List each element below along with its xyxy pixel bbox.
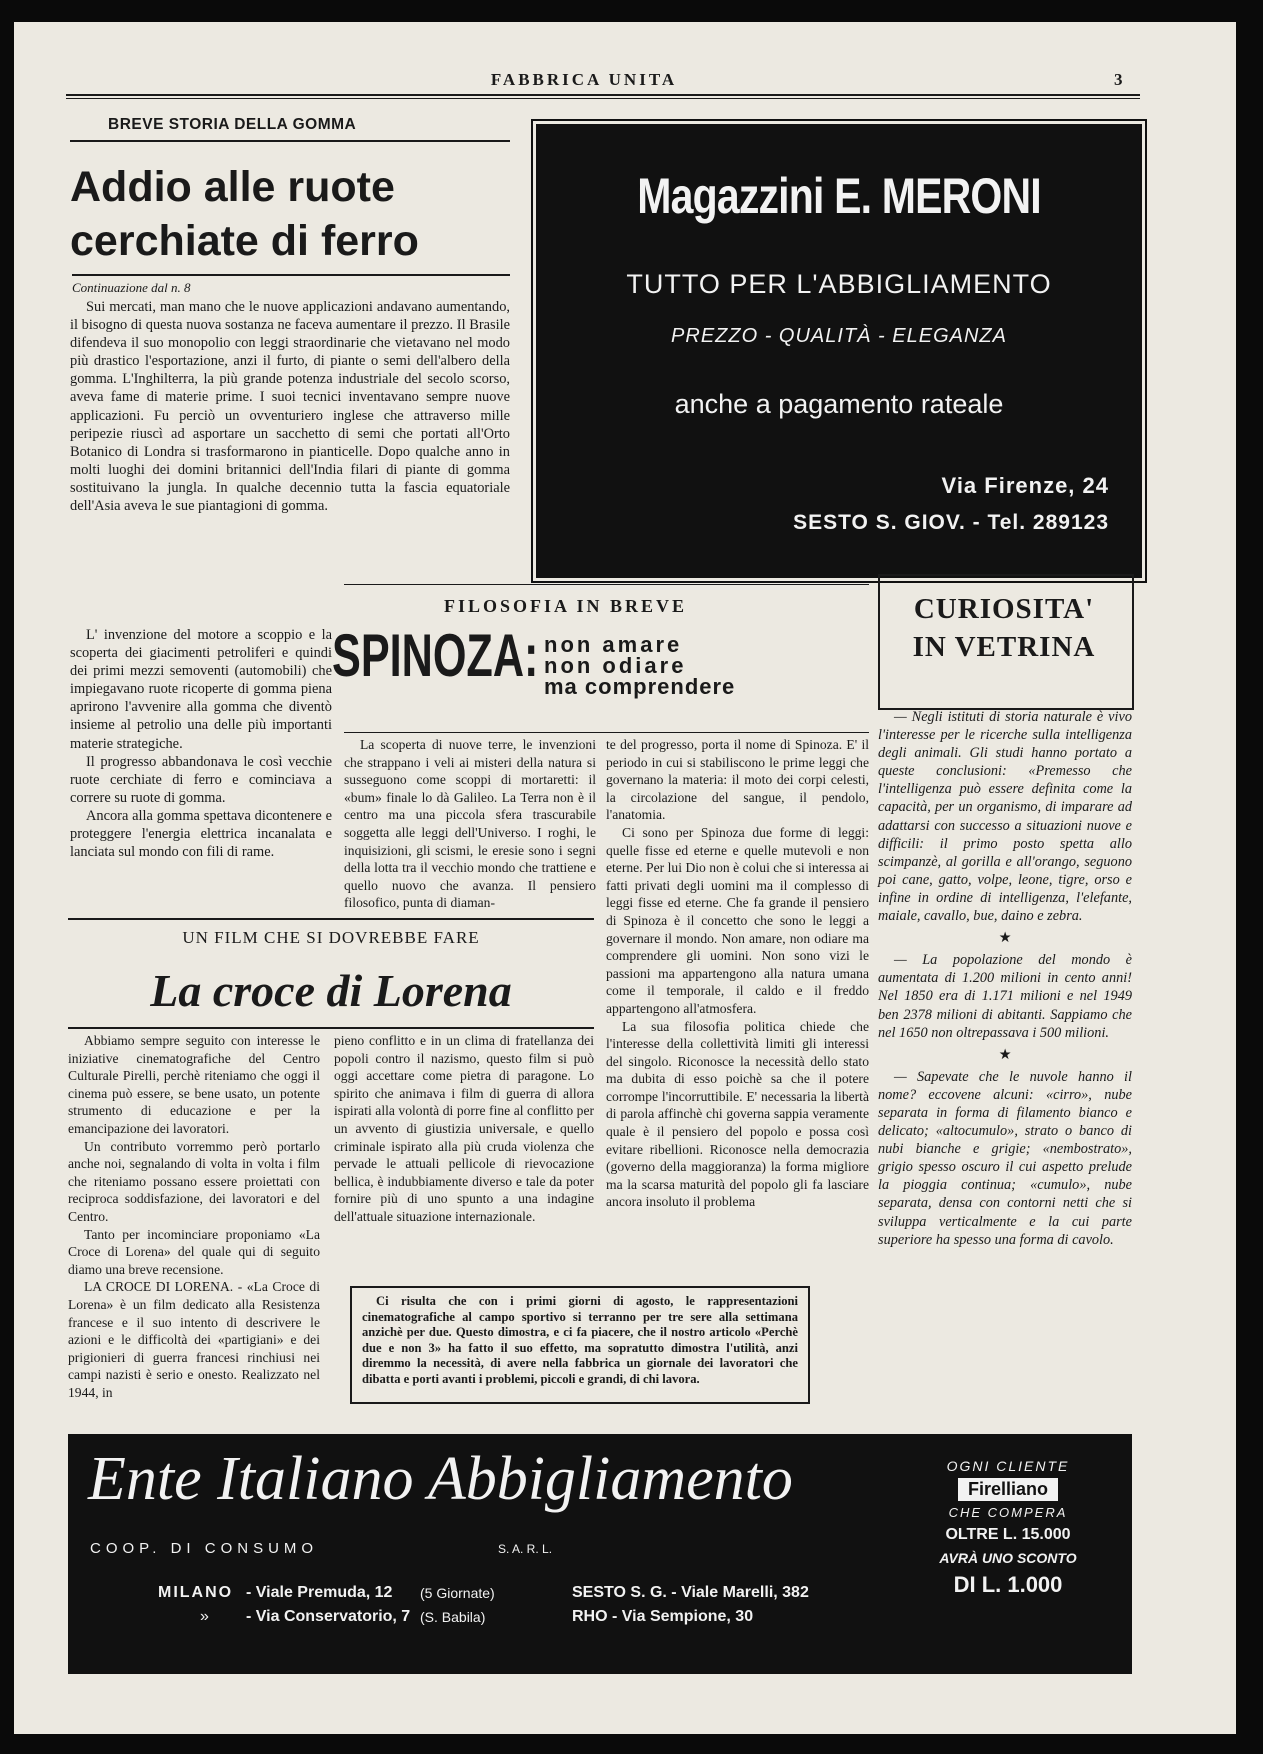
- ente-ad-milano-city: MILANO: [158, 1584, 234, 1601]
- gomma-title-line2: cerchiate di ferro: [70, 217, 419, 265]
- film-title-rule: [68, 1027, 594, 1029]
- ente-ad-sesto: SESTO S. G. - Viale Marelli, 382: [572, 1584, 809, 1601]
- film-paragraph: LA CROCE DI LORENA. - «La Croce di Lorena» è un film dedicato alla Resistenza francese e il suo intento di descrivere le azioni e le difficoltà dei «partigiani» e dei prigionieri di guerra francesi rinchiusi nei campi nazisti è serio e onesto. Realizzato nel 1944, in: [68, 1279, 320, 1400]
- gomma-kicker-rule: [70, 140, 510, 142]
- notice-text: Ci risulta che con i primi giorni di agosto, le rappresentazioni cinematografiche al campo sportivo si terranno per tre sere alla settimana anzichè per due. Questo dimostra, e ci fa piacere, che il nostro articolo «Perchè due e non 3» ha fatto il suo effetto, ma sopratutto dimostra l'utilità, anzi diremmo la necessità, di avere nella fabbrica un giornale dei lavoratori che dibatta e porti avanti i problemi, piccoli e grandi, di chi lavora.: [362, 1294, 798, 1386]
- spinoza-name-text: SPINOZA:: [332, 622, 539, 689]
- masthead: FABBRICA UNITA: [490, 70, 678, 89]
- spinoza-motto: [544, 634, 735, 697]
- meroni-ad: [536, 124, 1142, 578]
- meroni-ad-tagline: TUTTO PER L'ABBIGLIAMENTO: [626, 269, 1052, 299]
- ente-ad-milano-2-mark: »: [200, 1608, 209, 1625]
- meroni-ad-name: [539, 167, 1139, 225]
- gomma-continuation: Continuazione dal n. 8: [72, 280, 191, 295]
- meroni-ad-payment: anche a pagamento rateale: [674, 389, 1004, 419]
- spinoza-paragraph: te del progresso, porta il nome di Spinoza. E' il periodo in cui si stabiliscono le prime leggi che governano la materia: il moto dei corpi celesti, la circolazione del sangue, il pendolo, l'anatomia.: [606, 737, 869, 823]
- gomma-body-top: [70, 298, 510, 515]
- curiosita-star: ★: [998, 930, 1012, 947]
- curiosita-title-line2: IN VETRINA: [912, 631, 1096, 663]
- spinoza-paragraph: Ci sono per Spinoza due forme di leggi: quelle fisse ed eterne e quelle mutevoli e non eterne. Per lui Dio non è colui che si interessa ai fatti privati degli uomini ma il complesso di leggi fisse ed eterne. Che fa grande il pensiero di Spinoza è il concetto che sono le leggi a governare il mondo. Non amare, non odiare ma comprendere gli uomini. Non sono vizi le passioni ma appartengono alla natura umana come il temporale, il caldo e il freddo appartengono all'atmosfera.: [606, 824, 869, 1016]
- film-paragraph: pieno conflitto e in un clima di fratellanza dei popoli contro il nazismo, questo film si può oggi accettare come pietra di paragone. Lo spirito che animava i film di guerra di allora ispirati alla volontà di porre fine al conflitto per un avvento di giustizia universale, e quello criminale ispirato alla più cruda violenza che pervade le attuali pellicole di rievocazione bellica, è indubbiamente diverso e tale da poter fornire più di uno spunto a una indagine dell'attuale situazione internazionale.: [334, 1033, 594, 1224]
- film-col1: [68, 1032, 320, 1401]
- spinoza-paragraph: La scoperta di nuove terre, le invenzioni che strappano i veli ai misteri della natura si susseguono come scoppi di mortaretti: il «bum» finale lo dà Galileo. La Terra non è il centro ma una piccola sfera trascurabile soggetta alle leggi dell'Universo. I roghi, le inquisizioni, gli scismi, le eresie sono i segni della lotta tra il vecchio mondo che trattiene e quello nuovo che avanza. Il pensiero filosofico, punta di diaman-: [344, 737, 596, 911]
- ente-ad-milano-2: - Via Conservatorio, 7: [246, 1608, 411, 1625]
- meroni-ad-name-text: Magazzini E. MERONI: [637, 168, 1041, 224]
- film-paragraph: Abbiamo sempre seguito con interesse le iniziative cinematografiche del Centro Culturale Pirelli, perchè riteniamo che oggi il cinema può essere, se bene usato, un potente strumento di educazione e per la emancipazione dei lavoratori.: [68, 1033, 320, 1136]
- film-col2: [334, 1032, 594, 1226]
- curiosita-body: [878, 708, 1132, 1249]
- film-title: La croce di Lorena: [150, 965, 512, 1016]
- spinoza-motto-line: non amare: [544, 632, 683, 657]
- curiosita-star: ★: [998, 1046, 1012, 1063]
- gomma-paragraph: Ancora alla gomma spettava dicontenere e proteggere l'energia elettrica incanalata e lanciata sul mondo con fili di rame.: [70, 807, 332, 861]
- ente-ad-offer-2: CHE COMPERA: [948, 1505, 1068, 1520]
- gomma-paragraph: L' invenzione del motore a scoppio e la scoperta dei giacimenti petroliferi e quindi dei primi mezzi semoventi (automobili) che impiegavano ruote ricoperte di gomma piena aprirono l'avvenire alla gomma che diventò insieme al petrolio una delle più importanti materie strategiche.: [70, 627, 332, 752]
- meroni-ad-city-phone: SESTO S. GIOV. - Tel. 289123: [793, 511, 1109, 534]
- gomma-title-rule: [72, 274, 510, 276]
- ente-ad-offer-3: OLTRE L. 15.000: [945, 1526, 1071, 1543]
- spinoza-kicker: FILOSOFIA IN BREVE: [444, 596, 688, 616]
- spinoza-col1: [344, 736, 596, 912]
- meroni-ad-qualities: PREZZO - QUALITÀ - ELEGANZA: [671, 325, 1007, 347]
- masthead-rule: [66, 94, 1140, 96]
- spinoza-motto-line: non odiare: [544, 653, 687, 678]
- curiosita-item: — La popolazione del mondo è aumentata di 1.200 milioni in cento anni! Nel 1850 era di 1.171 milioni e nel 1949 ben 2378 milioni di abitanti. Sappiamo che nel 1650 non oltrepassava i 500 milioni.: [878, 952, 1132, 1041]
- ente-ad-offer-5: DI L. 1.000: [953, 1572, 1063, 1597]
- ente-ad-milano-1-note: (5 Giornate): [420, 1585, 495, 1601]
- gomma-body-narrow: [70, 626, 332, 861]
- curiosita-title: [880, 590, 1128, 666]
- spinoza-motto-rule: [344, 732, 869, 733]
- spinoza-col2: [606, 736, 869, 1211]
- ente-ad-name: Ente Italiano Abbigliamento: [88, 1445, 793, 1513]
- gomma-paragraph: Il progresso abbandonava le così vecchie ruote cerchiate di ferro e cominciava a correre su ruote di gomma.: [70, 753, 332, 806]
- ente-ad-rho: RHO - Via Sempione, 30: [572, 1608, 754, 1625]
- spinoza-paragraph: La sua filosofia politica chiede che l'interesse della collettività limiti gli interessi del singolo. Riconosce la necessità dello stato ma dubita di esso poichè sa che il potere corrompe l'incorruttibile. E' necessaria la libertà di parola affinchè chi governa sappia veramente quale è il pensiero del popolo e possa così evitare ribellioni. Riconosce nella democrazia (governo della maggioranza) la forma migliore ma la scarsa maturità del popolo gli fa lasciare ancora insoluto il problema: [606, 1018, 869, 1210]
- curiosita-title-line1: CURIOSITA': [913, 593, 1095, 625]
- gomma-paragraph: Sui mercati, man mano che le nuove applicazioni andavano aumentando, il bisogno di questa nuova sostanza ne faceva aumentare il prezzo. Il Brasile difendeva il suo monopolio con leggi straordinarie che vietavano nel modo più drastico l'esportazione, anzi il furto, di piante o semi dell'albero della gomma. L'Inghilterra, la più grande potenza industriale del secolo scorso, aveva fame di materie prime. I suoi tecnici inventavano sempre nuove applicazioni. Fu perciò un ovventuriero inglese che attraverso mille peripezie riuscì ad asportare un sacchetto di semi che portati all'Orto Botanico di Londra si trasformarono in pianticelle. Dopo qualche anno in molti luoghi dei domini britannici dell'India filari di piante di gomma sostituivano la jungla. In qualche decennio tutta la fascia equatoriale dell'Asia aveva le sue piantagioni di gomma.: [70, 299, 510, 515]
- film-paragraph: Un contributo vorremmo però portarlo anche noi, segnalando di volta in volta i film che riteniamo possano essere proiettati con reciproca soddisfazione, dei lavoratori e del Centro.: [68, 1138, 320, 1224]
- spinoza-top-rule: [344, 584, 869, 585]
- ente-ad: [68, 1434, 1132, 1674]
- film-top-rule: [68, 918, 594, 920]
- ente-ad-coop: COOP. DI CONSUMO: [90, 1540, 319, 1557]
- ente-ad-offer-4: AVRÀ UNO SCONTO: [939, 1550, 1077, 1566]
- ente-ad-milano-2-note: (S. Babila): [420, 1609, 486, 1625]
- film-kicker: UN FILM CHE SI DOVREBBE FARE: [182, 928, 480, 947]
- notice-box: [350, 1286, 810, 1404]
- gomma-title-line1: Addio alle ruote: [70, 163, 395, 211]
- masthead-rule-thin: [66, 98, 1140, 99]
- ente-ad-sarl: S. A. R. L.: [498, 1542, 553, 1556]
- spinoza-motto-line: ma comprendere: [544, 674, 736, 699]
- film-paragraph: Tanto per incominciare proponiamo «La Croce di Lorena» del quale qui di seguito diamo una breve recensione.: [68, 1226, 320, 1277]
- ente-ad-offer-brand: Firelliano: [958, 1478, 1058, 1501]
- ente-ad-milano-1: - Viale Premuda, 12: [246, 1584, 393, 1601]
- newspaper-page: [14, 22, 1236, 1734]
- curiosita-item: — Negli istituti di storia naturale è vivo l'interesse per le ricerche sulla intelligenza degli animali. Gli studi hanno portato a queste conclusioni: «Premesso che l'intelligenza può essere definita come la capacità, per un organismo, di imparare ad adattarsi con successo a situazioni nuove e difficili: il primo posto spetta allo scimpanzè, al gorilla e all'orango, seguono poi cane, gatto, volpe, leone, tigre, orso e infine in ordine di intelligenza, l'elefante, maiale, cavallo, bue, daino e zebra.: [878, 709, 1132, 925]
- gomma-kicker: BREVE STORIA DELLA GOMMA: [108, 116, 357, 133]
- ente-ad-offer-1: OGNI CLIENTE: [946, 1458, 1070, 1474]
- meroni-ad-street: Via Firenze, 24: [941, 473, 1109, 498]
- gomma-title: [70, 160, 419, 268]
- curiosita-item: — Sapevate che le nuvole hanno il nome? eccovene alcuni: «cirro», nube separata in forma di filamento bianco e delicato; «altocumulo», strato o banco di nubi bianche e grigie; «nembostrato», grigio spesso oscuro il cui aspetto prelude la pioggia continua; «cumulo», nube separata, densa con contorni netti che si sviluppa verticalmente e la cui parte superiore ha spesso una forma di cavolo.: [878, 1068, 1132, 1248]
- page-number: 3: [1114, 70, 1123, 89]
- ente-ad-offer: [898, 1458, 1118, 1598]
